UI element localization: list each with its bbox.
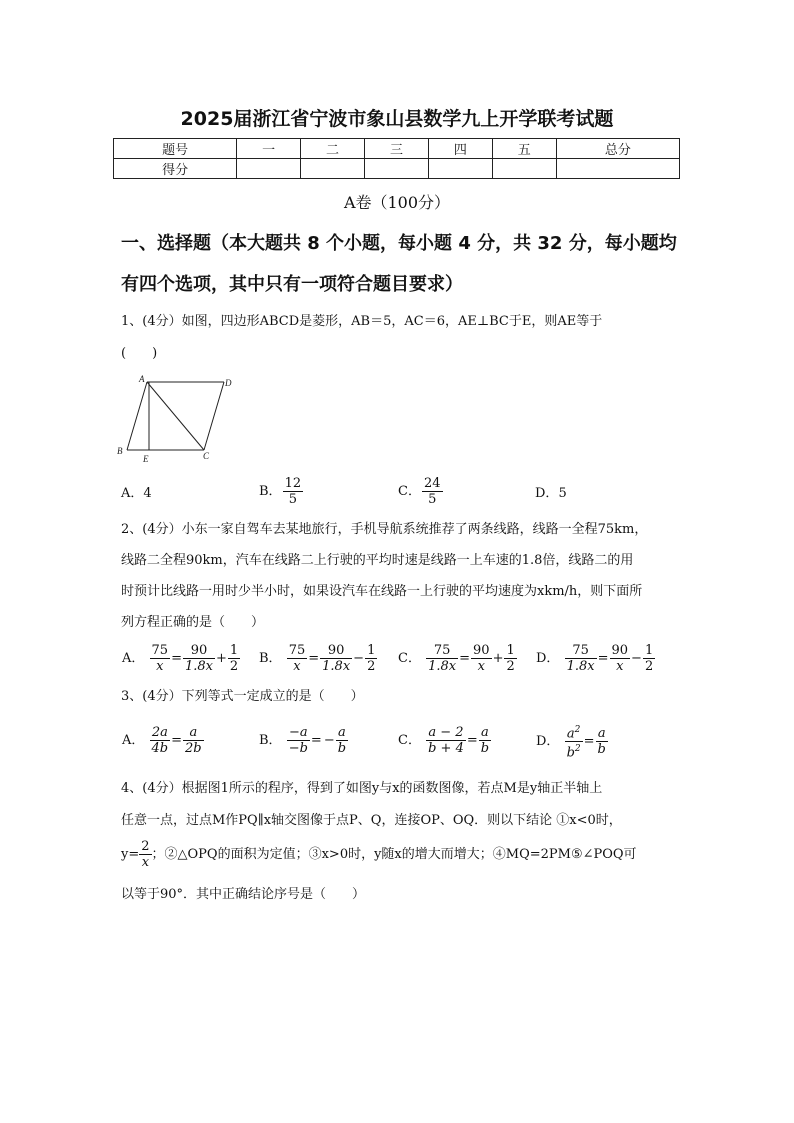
option-label: A． [121, 486, 144, 501]
fraction [596, 726, 608, 757]
score-cell: 三 [365, 139, 429, 159]
minus: − [323, 732, 335, 748]
fraction [504, 643, 516, 674]
denominator: 1.8x [566, 659, 595, 674]
denominator: x [616, 659, 624, 674]
fraction [610, 643, 631, 674]
denominator: x [477, 659, 485, 674]
denominator: 1.8x [184, 659, 213, 674]
minus: − [631, 650, 642, 666]
label-d: D [225, 378, 232, 388]
numerator: 75 [565, 643, 597, 659]
exponent: 2 [574, 725, 581, 735]
option-label: A． [122, 650, 145, 666]
score-table-header-row [114, 139, 680, 159]
part1-heading-line1: 一、选择题（本大题共 8 个小题，每小题 4 分，共 32 分，每小题均 [121, 233, 677, 254]
denominator: −b [288, 741, 308, 756]
q1-option-b[interactable] [258, 476, 303, 507]
score-input-cell[interactable] [301, 159, 365, 179]
denominator: 2 [367, 659, 376, 674]
fraction [426, 643, 458, 674]
score-cell: 四 [428, 139, 492, 159]
q3-stem: 3、(4分）下列等式一定成立的是（ ） [121, 689, 364, 704]
denominator: 2 [229, 659, 239, 674]
denominator: x [156, 659, 164, 674]
denominator: b [597, 742, 606, 758]
option-label: C． [398, 650, 421, 666]
denominator: x [141, 855, 150, 870]
equals: = [459, 650, 471, 666]
fraction [320, 643, 352, 674]
q4-line3-text: ；②△OPQ的面积为定值；③x>0时，y随x的增大而增大；④MQ=2PM⑤∠POQ可 [151, 847, 637, 862]
numerator: 75 [426, 643, 458, 659]
denominator: b [337, 741, 347, 756]
score-table-score-row [114, 159, 680, 179]
option-label: B． [259, 483, 282, 499]
numerator: 90 [611, 643, 629, 658]
numerator: a [596, 726, 608, 742]
score-cell: 一 [237, 139, 301, 159]
diagonal-ac [147, 382, 204, 450]
q4-line2: 任意一点，过点M作PQ∥x轴交图像于点P、Q，连接OP、OQ．则以下结论 ①x<0时， [121, 813, 622, 828]
fraction [183, 725, 204, 756]
q4-line1: 4、(4分）根据图1所示的程序，得到了如图y与x的函数图像，若点M是y轴正半轴上 [121, 781, 603, 796]
q1-option-c[interactable] [397, 476, 443, 507]
fraction [365, 643, 377, 674]
fraction [287, 725, 310, 756]
exam-title: 2025届浙江省宁波市象山县数学九上开学联考试题 [180, 108, 614, 130]
fraction [471, 643, 492, 674]
fraction [150, 643, 171, 674]
q2-option-a[interactable] [121, 643, 240, 674]
denominator: 4b [151, 741, 169, 756]
numerator: 2a [150, 725, 171, 741]
score-row-label: 得分 [114, 159, 237, 179]
label-c: C [203, 451, 210, 461]
denominator: b [566, 745, 575, 761]
numerator: 90 [473, 643, 490, 658]
label-b: B [117, 446, 123, 456]
q1-option-d[interactable] [535, 486, 567, 502]
numerator: a [479, 725, 491, 741]
option-value: 4 [143, 486, 152, 501]
label-a: A [139, 374, 145, 384]
numerator: 12 [284, 476, 302, 491]
score-cell: 题号 [114, 139, 237, 159]
numerator: a [183, 725, 204, 741]
exponent: 2 [574, 744, 581, 755]
score-input-cell[interactable] [492, 159, 556, 179]
plus: + [216, 650, 227, 666]
q4-line3 [121, 839, 681, 870]
q2-option-c[interactable] [397, 643, 517, 674]
q2-line2: 线路二全程90km，汽车在线路二上行驶的平均时速是线路一上车速的1.8倍，线路二的用 [121, 553, 634, 568]
equals: = [308, 650, 320, 666]
denominator: 5 [428, 492, 437, 507]
q2-line1: 2、(4分）小东一家自驾车去某地旅行，手机导航系统推荐了两条线路，线路一全程75km， [121, 522, 648, 537]
numerator: 90 [183, 643, 215, 659]
equals: = [310, 732, 322, 748]
score-cell: 五 [492, 139, 556, 159]
q2-option-d[interactable] [535, 643, 655, 674]
denominator: 1.8x [428, 659, 457, 674]
numerator: 1 [644, 643, 654, 658]
equals: = [597, 650, 609, 666]
q1-rhombus-figure [112, 370, 237, 466]
fraction [422, 476, 443, 507]
equals: = [171, 650, 182, 666]
option-label: C． [398, 732, 421, 748]
numerator: 24 [423, 476, 441, 491]
score-input-cell[interactable] [428, 159, 492, 179]
score-cell: 总分 [556, 139, 679, 159]
fraction [150, 725, 171, 756]
option-value: 5 [558, 486, 567, 501]
edge-ab [127, 382, 147, 450]
denominator: 2 [506, 659, 515, 674]
score-table [113, 138, 680, 179]
equals: = [466, 732, 478, 748]
q1-stem: 1、(4分）如图，四边形ABCD是菱形，AB＝5，AC＝6，AE⊥BC于E，则AE等于 [121, 314, 603, 329]
equals: = [583, 733, 595, 749]
q1-paren: ( ) [121, 346, 158, 361]
denominator: 2b [185, 741, 202, 756]
q2-line4: 列方程正确的是（ ） [121, 615, 265, 630]
numerator: 90 [320, 643, 352, 659]
fraction [287, 643, 308, 674]
minus: − [353, 650, 365, 666]
q3-option-d[interactable] [535, 723, 608, 761]
score-input-cell[interactable] [237, 159, 301, 179]
edge-dc [204, 382, 224, 450]
denominator: 2 [644, 659, 654, 674]
option-label: D． [536, 650, 560, 666]
plus: + [492, 650, 504, 666]
denominator: b [480, 741, 490, 756]
numerator: 1 [506, 643, 515, 658]
label-e: E [143, 454, 149, 464]
q2-option-b[interactable] [258, 643, 377, 674]
fraction [228, 643, 240, 674]
fraction [283, 476, 304, 507]
section-a-heading: A卷（100分） [343, 193, 451, 212]
fraction [643, 643, 655, 674]
q3-option-a[interactable] [121, 725, 204, 756]
denominator: 1.8x [322, 659, 351, 674]
score-input-cell[interactable] [556, 159, 679, 179]
fraction [565, 723, 583, 761]
equals: = [171, 732, 183, 748]
fraction [183, 643, 215, 674]
numerator: 2 [141, 839, 150, 854]
denominator: b + 4 [428, 741, 464, 756]
q1-option-a[interactable] [121, 486, 152, 502]
option-label: D． [535, 486, 559, 501]
numerator: a [336, 725, 348, 741]
option-label: D． [536, 733, 560, 749]
score-input-cell[interactable] [365, 159, 429, 179]
q3-option-c[interactable] [397, 725, 491, 756]
fraction [426, 725, 466, 756]
option-label: A． [122, 732, 145, 748]
q4-line4: 以等于90°．其中正确结论序号是（ ） [121, 887, 366, 902]
q2-line3: 时预计比线路一用时少半小时，如果设汽车在线路一上行驶的平均速度为xkm/h，则下面所 [121, 584, 643, 599]
fraction [336, 725, 348, 756]
option-label: C． [398, 483, 421, 499]
q3-option-b[interactable] [258, 725, 348, 756]
numerator: −a [287, 725, 310, 741]
score-cell: 二 [301, 139, 365, 159]
numerator: 75 [288, 643, 306, 658]
numerator: 1 [367, 643, 376, 658]
part1-heading-line2: 有四个选项，其中只有一项符合题目要求） [121, 274, 463, 295]
numerator: 75 [151, 643, 169, 658]
numerator: 1 [229, 643, 239, 658]
fraction [565, 643, 597, 674]
option-label: B． [259, 732, 282, 748]
denominator: 5 [288, 492, 297, 507]
fraction [139, 839, 151, 870]
denominator: x [293, 659, 301, 674]
fraction [479, 725, 491, 756]
q4-expr-prefix: y= [121, 847, 140, 862]
option-label: B． [259, 650, 282, 666]
numerator: a [566, 726, 575, 742]
numerator: a − 2 [426, 725, 466, 741]
